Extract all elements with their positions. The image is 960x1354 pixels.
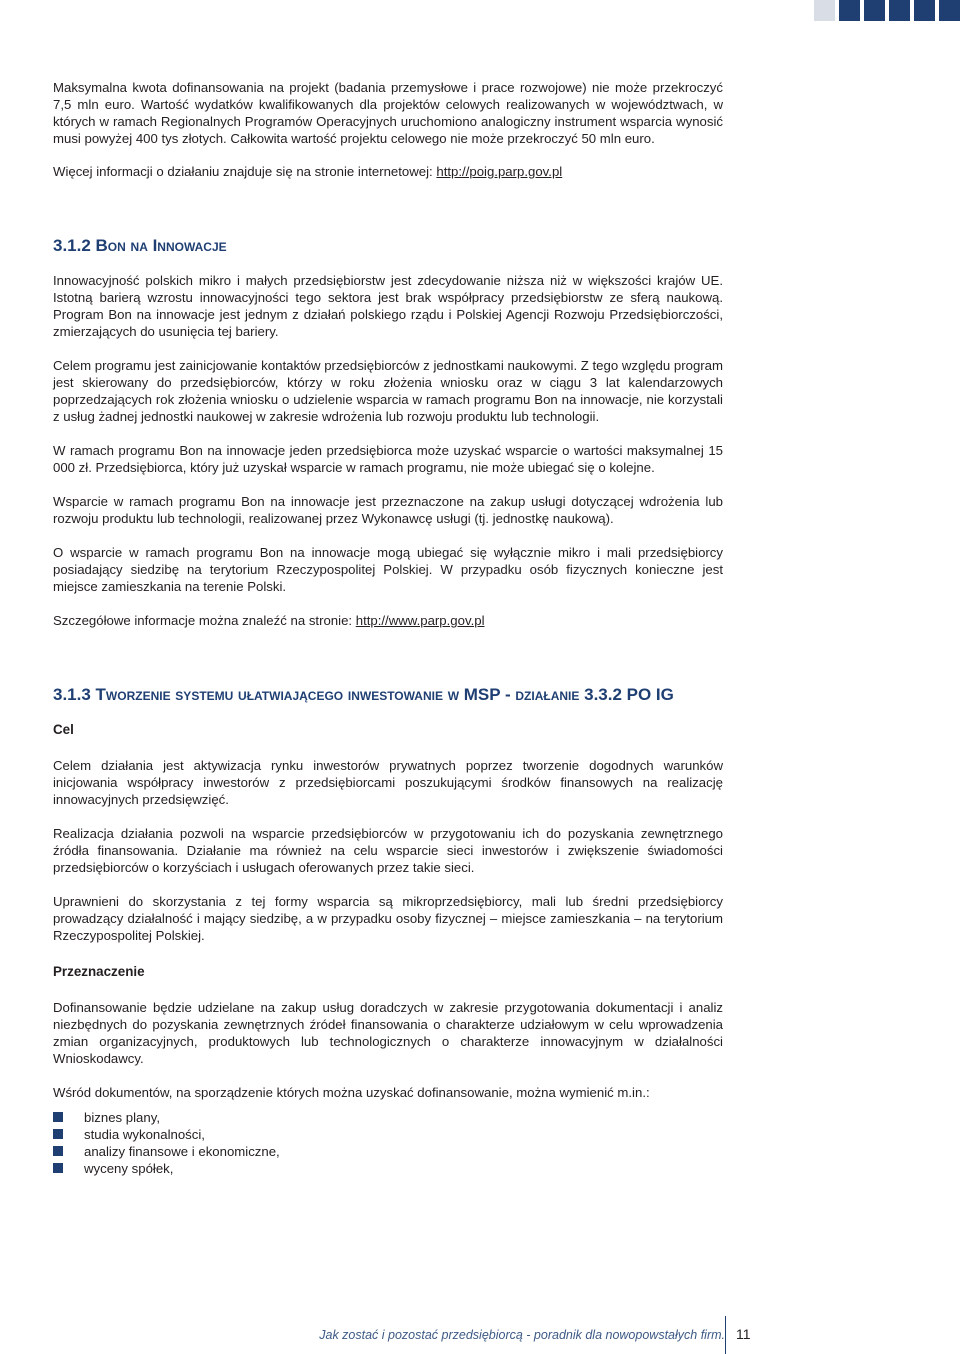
parp-link[interactable]: http://www.parp.gov.pl <box>355 613 485 628</box>
przeznaczenie-heading: Przeznaczenie <box>53 964 145 979</box>
corner-decoration <box>814 0 960 21</box>
page-number: 11 <box>736 1326 751 1342</box>
bon-paragraph-3: W ramach programu Bon na innowacje jeden przedsiębiorca może uzyskać wsparcie o wartości maksymalnej 15 000 zł. Przedsiębiorca, który już uzyskał wsparcie w ramach programu, nie może ubiegać się o kolejne. <box>53 443 723 475</box>
corner-square <box>914 0 935 21</box>
documents-list <box>22 1109 723 1177</box>
poig-link[interactable]: http://poig.parp.gov.pl <box>436 164 563 179</box>
corner-square <box>939 0 960 21</box>
bullet-square-icon <box>53 1129 63 1139</box>
bon-paragraph-2: Celem programu jest zainicjowanie kontaktów przedsiębiorców z jednostkami naukowymi. Z tego względu program jest skierowany do przedsiębiorców, którzy w roku złożenia wniosku oraz w ciągu 3 lat kalendarzowych poprzedzających rok złożenia wniosku o udzielenie wsparcia w ramach programu Bon na innowacje, nie korzystali z usług żadnej jednostki naukowej w zakresie wdrożenia lub rozwoju produktu lub technologii. <box>53 358 723 424</box>
footer-title: Jak zostać i pozostać przedsiębiorcą - poradnik dla nowopowstałych firm. <box>319 1328 725 1342</box>
list-item: wyceny spółek, <box>22 1160 723 1177</box>
bon-paragraph-4: Wsparcie w ramach programu Bon na innowacje jest przeznaczone na zakup usługi dotyczącej wdrożenia lub rozwoju produktu lub technologii, realizowanej przez Wykonawcę usługi (tj. jednostkę naukową). <box>53 494 723 526</box>
corner-square <box>839 0 860 21</box>
msp-paragraph-4: Dofinansowanie będzie udzielane na zakup usług doradczych w zakresie przygotowania dokumentacji i analiz niezbędnych do pozyskania zewnętrznych źródeł finansowania o charakterze udziałowym w celu wprowadzenia zmian organizacyjnych, produktowych lub technologicznych o charakterze innowacyjnym w działalności Wnioskodawcy. <box>53 1000 723 1066</box>
intro-paragraph-2 <box>53 163 723 180</box>
bon-paragraph-1: Innowacyjność polskich mikro i małych przedsiębiorstw jest zdecydowanie niższa niż w większości krajów UE. Istotną barierą wzrostu innowacyjności tego sektora jest brak współpracy przedsiębiorstw ze sferą naukową. Program Bon na innowacje jest jednym z działań polskiego rządu i Polskiej Agencji Rozwoju Przedsiębiorczości, zmierzających do usunięcia tej bariery. <box>53 273 723 339</box>
bullet-square-icon <box>53 1146 63 1156</box>
page-footer <box>0 1316 960 1354</box>
bullet-square-icon <box>53 1112 63 1122</box>
bon-paragraph-5: O wsparcie w ramach programu Bon na innowacje mogą ubiegać się wyłącznie mikro i mali przedsiębiorcy posiadający siedzibę na terytorium Rzeczypospolitej Polskiej. W przypadku osób fizycznych konieczne jest miejsce zamieszkania na terenie Polski. <box>53 545 723 594</box>
section-heading-3-1-3: 3.1.3 Tworzenie systemu ułatwiającego inwestowanie w MSP - działanie 3.3.2 PO IG <box>53 685 674 704</box>
page-content <box>53 79 723 1177</box>
intro-paragraph-1: Maksymalna kwota dofinansowania na projekt (badania przemysłowe i prace rozwojowe) nie może przekroczyć 7,5 mln euro. Wartość wydatków kwalifikowanych dla projektów celowych realizowanych w województwach, w których w ramach Regionalnych Programów Operacyjnych uruchomiono analogiczny instrument wsparcia wynosić musi powyżej 400 tys złotych. Całkowita wartość projektu celowego nie może przekroczyć 50 mln euro. <box>53 80 723 146</box>
list-item: analizy finansowe i ekonomiczne, <box>22 1143 723 1160</box>
bullet-square-icon <box>53 1163 63 1173</box>
cel-heading: Cel <box>53 722 74 737</box>
list-item: studia wykonalności, <box>22 1126 723 1143</box>
section-heading-3-1-2: 3.1.2 Bon na Innowacje <box>53 236 227 255</box>
list-item: biznes plany, <box>22 1109 723 1126</box>
corner-square <box>864 0 885 21</box>
bon-more-info-text: Szczegółowe informacje można znaleźć na stronie: <box>53 613 356 628</box>
msp-paragraph-5: Wśród dokumentów, na sporządzenie których można uzyskać dofinansowanie, można wymienić m.in.: <box>53 1085 650 1100</box>
footer-divider <box>725 1316 726 1354</box>
msp-paragraph-2: Realizacja działania pozwoli na wsparcie przedsiębiorców w przygotowaniu ich do pozyskania zewnętrznego źródła finansowania. Działanie ma również na celu wsparcie sieci inwestorów i zwiększenie świadomości przedsiębiorców o korzyściach i usługach oferowanych przez takie sieci. <box>53 826 723 875</box>
bon-paragraph-6 <box>53 612 723 629</box>
msp-paragraph-3: Uprawnieni do skorzystania z tej formy wsparcia są mikroprzedsiębiorcy, mali lub średni przedsiębiorcy prowadzący działalność i mający siedzibę, a w przypadku osoby fizycznej – miejsce zamieszkania – na terytorium Rzeczypospolitej Polskiej. <box>53 894 723 943</box>
corner-square <box>814 0 835 21</box>
corner-square <box>889 0 910 21</box>
intro-more-info-text: Więcej informacji o działaniu znajduje się na stronie internetowej: <box>53 164 437 179</box>
msp-paragraph-1: Celem działania jest aktywizacja rynku inwestorów prywatnych poprzez tworzenie dogodnych warunków inicjowania współpracy inwestorów z przedsiębiorcami poszukującymi środków finansowych na realizację innowacyjnych przedsięwzięć. <box>53 758 723 807</box>
